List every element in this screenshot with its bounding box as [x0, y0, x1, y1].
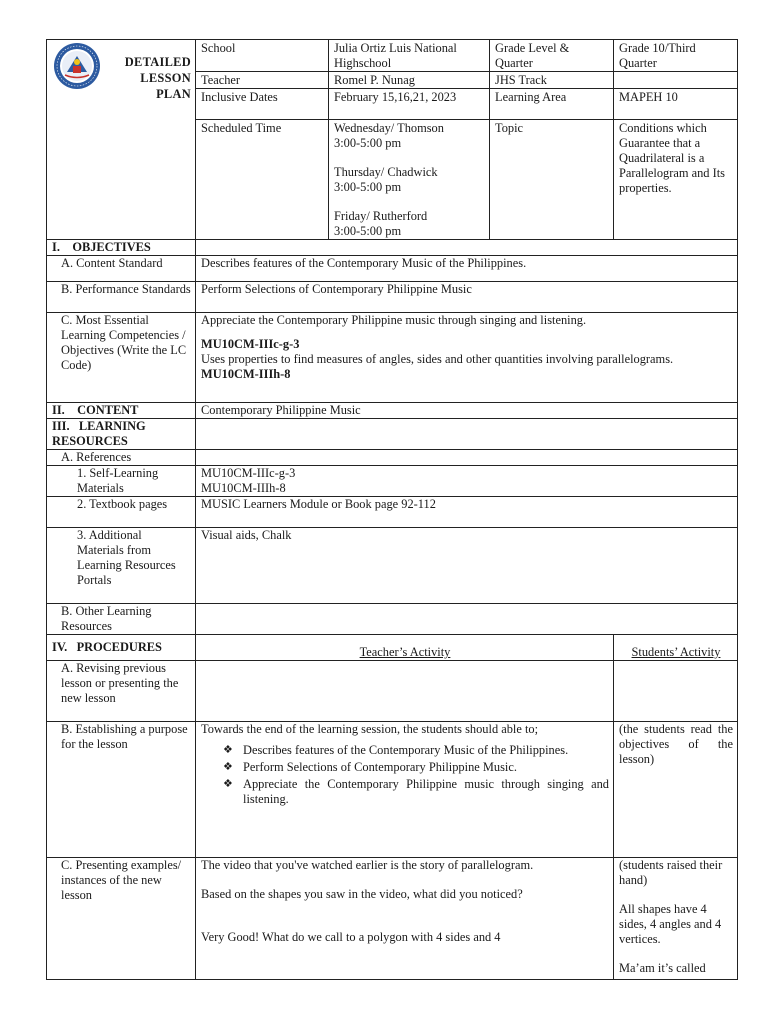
melc-line-2: Uses properties to find measures of angles, sides and other quantities involving parallelograms. [201, 352, 674, 366]
grade-value: Grade 10/Third Quarter [614, 40, 738, 72]
melc-row [47, 313, 738, 403]
objectives-heading-row [47, 240, 738, 256]
procedure-c-label: C. Presenting examples/ instances of the new lesson [47, 858, 196, 980]
track-value [614, 72, 738, 89]
melc-code-2: MU10CM-IIIh-8 [201, 367, 291, 381]
dates-value: February 15,16,21, 2023 [329, 89, 490, 120]
diamond-bullet-icon: ❖ [223, 761, 233, 773]
teacher-value: Romel P. Nunag [329, 72, 490, 89]
diamond-bullet-icon: ❖ [223, 744, 233, 756]
sched-day-1: Wednesday/ Thomson [334, 121, 444, 135]
objectives-heading [47, 240, 196, 256]
procedures-title: PROCEDURES [76, 640, 162, 654]
sched-time-1: 3:00-5:00 pm [334, 136, 402, 150]
sched-value [329, 120, 490, 240]
procedure-c-student-2: All shapes have 4 sides, 4 angles and 4 vertices. [619, 902, 722, 946]
content-standard-value: Describes features of the Contemporary Music of the Philippines. [196, 256, 738, 282]
slm-value-1: MU10CM-IIIc-g-3 [201, 466, 296, 480]
content-row [47, 403, 738, 419]
resources-num: III. [52, 419, 70, 433]
slm-row [47, 466, 738, 497]
lesson-plan-table [46, 39, 738, 980]
textbook-value: MUSIC Learners Module or Book page 92-112 [196, 497, 738, 528]
melc-label: C. Most Essential Learning Competencies / Objectives (Write the LC Code) [47, 313, 196, 403]
procedure-b-teacher [196, 722, 614, 858]
references-empty [196, 450, 738, 466]
deped-seal-icon [53, 42, 101, 90]
performance-standard-row [47, 282, 738, 313]
content-standard-label: A. Content Standard [47, 256, 196, 282]
sched-day-3: Friday/ Rutherford [334, 209, 428, 223]
bullet-item [223, 743, 609, 758]
area-value: MAPEH 10 [614, 89, 738, 120]
topic-label: Topic [490, 120, 614, 240]
content-num: II. [52, 403, 65, 417]
procedures-heading-row [47, 635, 738, 661]
objectives-title: OBJECTIVES [72, 240, 151, 254]
school-label: School [196, 40, 329, 72]
content-standard-row [47, 256, 738, 282]
procedure-b-bullets [201, 743, 609, 807]
additional-row [47, 528, 738, 604]
procedure-b-students: (the students read the objectives of the lesson) [614, 722, 738, 858]
other-resources-row [47, 604, 738, 635]
other-resources-empty [196, 604, 738, 635]
sched-time-3: 3:00-5:00 pm [334, 224, 402, 238]
procedure-c-teacher-1: The video that you've watched earlier is the story of parallelogram. [201, 858, 534, 872]
melc-code-1: MU10CM-IIIc-g-3 [201, 337, 300, 351]
procedures-heading [47, 635, 196, 661]
school-value: Julia Ortiz Luis National Highschool [329, 40, 490, 72]
bullet-text: Perform Selections of Contemporary Philippine Music. [243, 760, 517, 774]
sched-day-2: Thursday/ Chadwick [334, 165, 438, 179]
procedure-a-students [614, 661, 738, 722]
procedure-c-student-3: Ma’am it’s called [619, 961, 706, 975]
content-heading [47, 403, 196, 419]
references-row [47, 450, 738, 466]
students-activity-header [614, 635, 738, 661]
diamond-bullet-icon: ❖ [223, 778, 233, 790]
procedure-b-intro: Towards the end of the learning session, the students should able to; [201, 722, 539, 736]
grade-label: Grade Level & Quarter [490, 40, 614, 72]
procedure-b-label: B. Establishing a purpose for the lesson [47, 722, 196, 858]
performance-standard-label: B. Performance Standards [47, 282, 196, 313]
procedure-a-label: A. Revising previous lesson or presenting the new lesson [47, 661, 196, 722]
resources-heading-row [47, 419, 738, 450]
procedure-a-teacher [196, 661, 614, 722]
resources-heading [47, 419, 196, 450]
procedure-c-row [47, 858, 738, 980]
area-label: Learning Area [490, 89, 614, 120]
references-label: A. References [47, 450, 196, 466]
procedure-c-students [614, 858, 738, 980]
additional-value: Visual aids, Chalk [196, 528, 738, 604]
melc-value [196, 313, 738, 403]
procedure-c-teacher [196, 858, 614, 980]
sched-time-2: 3:00-5:00 pm [334, 180, 402, 194]
slm-label: 1. Self-Learning Materials [47, 466, 196, 497]
dates-label: Inclusive Dates [196, 89, 329, 120]
procedure-a-row [47, 661, 738, 722]
title-line-2: LESSON [140, 71, 191, 85]
content-value: Contemporary Philippine Music [196, 403, 738, 419]
objectives-heading-empty [196, 240, 738, 256]
procedure-b-row [47, 722, 738, 858]
bullet-text: Appreciate the Contemporary Philippine music through singing and listening. [243, 777, 609, 806]
header-logo-cell [47, 40, 196, 240]
additional-label: 3. Additional Materials from Learning Resources Portals [47, 528, 196, 604]
header-row-school [47, 40, 738, 72]
procedure-c-teacher-2: Based on the shapes you saw in the video, what did you noticed? [201, 887, 523, 901]
slm-value-2: MU10CM-IIIh-8 [201, 481, 286, 495]
teacher-activity-label: Teacher’s Activity [359, 645, 451, 659]
procedures-num: IV. [52, 640, 68, 654]
melc-line-1: Appreciate the Contemporary Philippine music through singing and listening. [201, 313, 587, 327]
objectives-num: I. [52, 240, 60, 254]
performance-standard-value: Perform Selections of Contemporary Philippine Music [196, 282, 738, 313]
topic-value: Conditions which Guarantee that a Quadrilateral is a Parallelogram and Its properties. [614, 120, 738, 240]
slm-value [196, 466, 738, 497]
procedure-c-student-1: (students raised their hand) [619, 858, 723, 887]
title-line-3: PLAN [156, 87, 191, 101]
teacher-label: Teacher [196, 72, 329, 89]
document-title [125, 54, 191, 102]
students-activity-label: Students’ Activity [631, 645, 721, 659]
procedure-c-teacher-3: Very Good! What do we call to a polygon with 4 sides and 4 [201, 930, 501, 944]
bullet-item [223, 777, 609, 807]
track-label: JHS Track [490, 72, 614, 89]
bullet-item [223, 760, 609, 775]
title-line-1: DETAILED [124, 55, 191, 69]
textbook-row [47, 497, 738, 528]
teacher-activity-header [196, 635, 614, 661]
bullet-text: Describes features of the Contemporary Music of the Philippines. [243, 743, 569, 757]
sched-label: Scheduled Time [196, 120, 329, 240]
resources-heading-empty [196, 419, 738, 450]
resources-title: LEARNING RESOURCES [52, 419, 146, 448]
other-resources-label: B. Other Learning Resources [47, 604, 196, 635]
content-title: CONTENT [77, 403, 139, 417]
textbook-label: 2. Textbook pages [47, 497, 196, 528]
